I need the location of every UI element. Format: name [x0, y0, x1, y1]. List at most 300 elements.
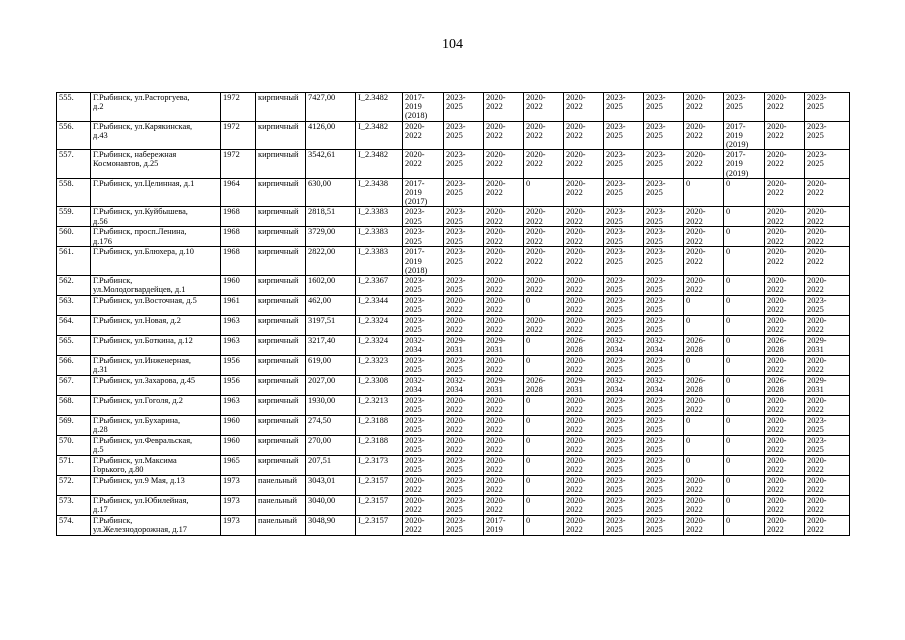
- period-cell-line: 2020-: [686, 476, 706, 486]
- period-cell-line: 2019: [405, 256, 422, 266]
- period-cell: [644, 276, 684, 296]
- period-cell-line: 2023-: [606, 227, 626, 237]
- period-cell: [805, 227, 850, 247]
- period-cell-line: 2022: [686, 525, 703, 535]
- period-cell-line: 2022: [807, 256, 824, 266]
- period-cell-line: 2020-: [767, 496, 787, 506]
- period-cell-line: 2026-: [686, 336, 706, 346]
- period-cell-line: 2023-: [807, 121, 827, 131]
- period-cell-line: 0: [726, 247, 731, 257]
- period-cell: [644, 296, 684, 316]
- address-line: Г.Рыбинск, ул.Захарова, д.45: [93, 376, 196, 386]
- period-cell: [444, 150, 484, 179]
- period-cell-line: 2020-: [767, 276, 787, 286]
- period-cell-line: 2020-: [566, 496, 586, 506]
- period-cell-line: 2022: [446, 325, 463, 335]
- address-line: Г.Рыбинск, ул.Блюхера, д.10: [93, 247, 194, 257]
- table-row: [57, 376, 850, 396]
- period-cell: [403, 356, 444, 376]
- period-cell: [644, 227, 684, 247]
- period-cell-line: 2022: [807, 485, 824, 495]
- period-cell: [644, 121, 684, 150]
- table-row: [57, 456, 850, 476]
- period-cell: [684, 436, 724, 456]
- period-cell: [684, 376, 724, 396]
- period-cell-line: (2018): [405, 111, 428, 121]
- wall-material: кирпичный: [256, 207, 306, 227]
- period-cell: [684, 416, 724, 436]
- period-cell-line: 2020-: [686, 276, 706, 286]
- period-cell: [805, 456, 850, 476]
- period-cell-line: 2022: [807, 365, 824, 375]
- period-cell-line: 2031: [807, 345, 824, 355]
- period-cell: [684, 276, 724, 296]
- build-year: 1964: [221, 178, 256, 207]
- period-cell: [484, 516, 524, 536]
- period-cell-line: 2020-: [686, 93, 706, 102]
- period-cell-line: 2017-: [405, 247, 425, 257]
- period-cell-line: 2032-: [606, 336, 626, 346]
- period-cell-line: 2023-: [606, 516, 626, 526]
- period-cell-line: 2020-: [486, 296, 506, 306]
- period-cell-line: 2022: [566, 216, 583, 226]
- period-cell: [403, 276, 444, 296]
- period-cell: [524, 247, 564, 276]
- period-cell: [403, 150, 444, 179]
- address-line: Г.Рыбинск, ул.Новая, д.2: [93, 316, 181, 326]
- period-cell-line: 2020-: [566, 93, 586, 102]
- build-year: 1968: [221, 227, 256, 247]
- period-cell: [765, 178, 805, 207]
- period-cell-line: 2022: [807, 405, 824, 415]
- address-line: Г.Рыбинск, ул.Бухарина,: [93, 416, 181, 426]
- code: I_2.3344: [356, 296, 403, 316]
- period-cell: [644, 336, 684, 356]
- period-cell-line: 2023-: [646, 247, 666, 257]
- period-cell: [444, 476, 484, 496]
- row-number: 569.: [57, 416, 91, 436]
- period-cell: [765, 150, 805, 179]
- period-cell: [604, 436, 644, 456]
- period-cell: [564, 356, 604, 376]
- period-cell-line: 2020-: [767, 436, 787, 446]
- build-year: 1968: [221, 207, 256, 227]
- address: [91, 416, 221, 436]
- period-cell: [765, 227, 805, 247]
- area: 1930,00: [306, 396, 356, 416]
- period-cell-line: 2025: [807, 305, 824, 315]
- period-cell-line: 2022: [486, 236, 503, 246]
- address-line: Г.Рыбинск, ул.Куйбышева,: [93, 207, 188, 217]
- period-cell-line: 2025: [606, 188, 623, 198]
- code: I_2.3173: [356, 456, 403, 476]
- build-year: 1968: [221, 247, 256, 276]
- period-cell-line: 2020-: [566, 207, 586, 217]
- period-cell-line: 2020-: [807, 276, 827, 286]
- period-cell-line: 0: [726, 376, 731, 386]
- period-cell-line: 0: [726, 178, 731, 188]
- period-cell: [524, 356, 564, 376]
- period-cell-line: 2022: [767, 285, 784, 295]
- period-cell-line: 2022: [566, 505, 583, 515]
- period-cell: [444, 376, 484, 396]
- period-cell-line: 2022: [566, 365, 583, 375]
- period-cell-line: 2028: [686, 345, 703, 355]
- area: 207,51: [306, 456, 356, 476]
- period-cell: [524, 396, 564, 416]
- period-cell-line: 2017-: [405, 93, 425, 102]
- period-cell-line: 2020-: [486, 316, 506, 326]
- period-cell-line: 2032-: [646, 376, 666, 386]
- code: I_2.3383: [356, 227, 403, 247]
- period-cell-line: 2023-: [405, 416, 425, 426]
- build-year: 1965: [221, 456, 256, 476]
- period-cell-line: 2022: [405, 505, 422, 515]
- build-year: 1963: [221, 316, 256, 336]
- table-row: [57, 436, 850, 456]
- period-cell-line: 2032-: [606, 376, 626, 386]
- period-cell-line: 2025: [606, 130, 623, 140]
- period-cell: [403, 247, 444, 276]
- period-cell-line: 2022: [486, 216, 503, 226]
- period-cell-line: 2020-: [807, 247, 827, 257]
- address-line: Горького, д.80: [93, 465, 144, 475]
- period-cell-line: 2020-: [446, 436, 466, 446]
- period-cell: [444, 316, 484, 336]
- period-cell-line: 2022: [807, 465, 824, 475]
- period-cell-line: 2020-: [767, 356, 787, 366]
- period-cell-line: 2026-: [767, 336, 787, 346]
- period-cell-line: 2022: [767, 465, 784, 475]
- wall-material: кирпичный: [256, 121, 306, 150]
- period-cell-line: 2023-: [606, 150, 626, 160]
- period-cell-line: 0: [686, 178, 691, 188]
- period-cell-line: 2020-: [486, 121, 506, 131]
- period-cell-line: 2025: [446, 188, 463, 198]
- period-cell-line: 2023-: [446, 516, 466, 526]
- wall-material: кирпичный: [256, 296, 306, 316]
- period-cell-line: 2020-: [807, 356, 827, 366]
- period-cell-line: 0: [526, 436, 531, 446]
- area: 3217,40: [306, 336, 356, 356]
- period-cell: [644, 93, 684, 122]
- period-cell: [805, 121, 850, 150]
- period-cell-line: 2020-: [486, 496, 506, 506]
- period-cell-line: 2025: [405, 465, 422, 475]
- period-cell-line: 2020-: [566, 150, 586, 160]
- period-cell-line: 2022: [566, 325, 583, 335]
- period-cell: [684, 396, 724, 416]
- period-cell: [403, 376, 444, 396]
- period-cell: [564, 227, 604, 247]
- period-cell: [724, 121, 765, 150]
- period-cell: [805, 207, 850, 227]
- period-cell: [684, 476, 724, 496]
- period-cell: [564, 416, 604, 436]
- period-cell-line: 2020-: [486, 276, 506, 286]
- period-cell: [444, 296, 484, 316]
- period-cell-line: 2022: [566, 285, 583, 295]
- period-cell-line: 2023-: [646, 496, 666, 506]
- period-cell-line: 2025: [606, 365, 623, 375]
- period-cell: [805, 296, 850, 316]
- area: 274,50: [306, 416, 356, 436]
- wall-material: кирпичный: [256, 227, 306, 247]
- period-cell-line: 2022: [767, 216, 784, 226]
- period-cell-line: 0: [686, 416, 691, 426]
- period-cell-line: 2022: [526, 325, 543, 335]
- period-cell: [484, 207, 524, 227]
- period-cell: [724, 476, 765, 496]
- period-cell-line: 2034: [446, 385, 463, 395]
- period-cell: [403, 178, 444, 207]
- table-row: [57, 356, 850, 376]
- period-cell: [444, 516, 484, 536]
- period-cell-line: 2034: [646, 385, 663, 395]
- period-cell: [724, 396, 765, 416]
- period-cell-line: 2022: [686, 485, 703, 495]
- row-number: 559.: [57, 207, 91, 227]
- period-cell-line: 2020-: [405, 121, 425, 131]
- period-cell: [444, 336, 484, 356]
- table-row: [57, 178, 850, 207]
- period-cell-line: 2022: [486, 485, 503, 495]
- code: I_2.3324: [356, 316, 403, 336]
- row-number: 557.: [57, 150, 91, 179]
- period-cell-line: 2022: [446, 405, 463, 415]
- period-cell-line: 2020-: [566, 356, 586, 366]
- build-year: 1972: [221, 121, 256, 150]
- period-cell: [524, 150, 564, 179]
- address-line: Г.Рыбинск, ул.Февральская,: [93, 436, 193, 446]
- period-cell-line: 2023-: [646, 416, 666, 426]
- period-cell-line: 2032-: [646, 336, 666, 346]
- period-cell-line: 2025: [405, 285, 422, 295]
- period-cell: [604, 336, 644, 356]
- address: [91, 516, 221, 536]
- period-cell: [403, 93, 444, 122]
- period-cell-line: 2029-: [807, 336, 827, 346]
- period-cell-line: 2020-: [486, 456, 506, 466]
- period-cell: [765, 376, 805, 396]
- period-cell: [444, 396, 484, 416]
- period-cell: [604, 93, 644, 122]
- period-cell-line: 2025: [606, 256, 623, 266]
- period-cell-line: 2020-: [486, 436, 506, 446]
- period-cell: [644, 356, 684, 376]
- period-cell-line: 2022: [526, 285, 543, 295]
- period-cell-line: 2020-: [807, 476, 827, 486]
- address-line: Г.Рыбинск,: [93, 276, 133, 286]
- period-cell: [564, 436, 604, 456]
- period-cell: [724, 376, 765, 396]
- period-cell-line: 2023-: [606, 121, 626, 131]
- period-cell-line: 2022: [486, 325, 503, 335]
- period-cell: [765, 276, 805, 296]
- period-cell-line: 2025: [646, 130, 663, 140]
- table-row: [57, 276, 850, 296]
- area: 619,00: [306, 356, 356, 376]
- period-cell-line: 2020-: [807, 456, 827, 466]
- period-cell: [484, 296, 524, 316]
- period-cell-line: 2022: [686, 505, 703, 515]
- area: 3542,61: [306, 150, 356, 179]
- code: I_2.3383: [356, 207, 403, 227]
- period-cell-line: 2025: [446, 285, 463, 295]
- area: 3048,90: [306, 516, 356, 536]
- period-cell-line: 2023-: [646, 178, 666, 188]
- period-cell: [684, 496, 724, 516]
- address: [91, 436, 221, 456]
- period-cell: [564, 276, 604, 296]
- period-cell-line: 0: [526, 516, 531, 526]
- period-cell: [564, 247, 604, 276]
- period-cell: [564, 376, 604, 396]
- period-cell-line: 2022: [486, 425, 503, 435]
- wall-material: кирпичный: [256, 456, 306, 476]
- period-cell-line: 2020-: [486, 178, 506, 188]
- period-cell-line: 2023-: [646, 356, 666, 366]
- period-cell-line: 2025: [405, 445, 422, 455]
- period-cell: [564, 476, 604, 496]
- address: [91, 316, 221, 336]
- period-cell: [604, 456, 644, 476]
- period-cell: [403, 456, 444, 476]
- period-cell: [484, 178, 524, 207]
- address-line: Г.Рыбинск, ул.Юбилейная,: [93, 496, 189, 506]
- row-number: 560.: [57, 227, 91, 247]
- period-cell-line: 0: [526, 496, 531, 506]
- period-cell: [564, 121, 604, 150]
- period-cell: [524, 336, 564, 356]
- period-cell: [644, 178, 684, 207]
- period-cell: [484, 416, 524, 436]
- period-cell: [564, 207, 604, 227]
- period-cell-line: 2020-: [767, 416, 787, 426]
- period-cell: [805, 93, 850, 122]
- period-cell-line: (2017): [405, 197, 428, 207]
- period-cell-line: 2022: [405, 159, 422, 169]
- period-cell-line: 2023-: [606, 178, 626, 188]
- period-cell-line: 2022: [486, 505, 503, 515]
- period-cell-line: 2028: [526, 385, 543, 395]
- address-line: Г.Рыбинск, ул.Целинная, д.1: [93, 178, 195, 188]
- period-cell-line: 2020-: [767, 227, 787, 237]
- period-cell-line: 2020-: [526, 227, 546, 237]
- period-cell-line: 0: [526, 456, 531, 466]
- period-cell: [805, 276, 850, 296]
- wall-material: панельный: [256, 516, 306, 536]
- row-number: 558.: [57, 178, 91, 207]
- period-cell: [484, 396, 524, 416]
- period-cell-line: 2022: [566, 465, 583, 475]
- period-cell: [644, 396, 684, 416]
- period-cell-line: 2025: [807, 445, 824, 455]
- period-cell-line: 2022: [566, 256, 583, 266]
- period-cell-line: 2023-: [446, 476, 466, 486]
- row-number: 572.: [57, 476, 91, 496]
- period-cell-line: 2023-: [606, 296, 626, 306]
- period-cell: [644, 376, 684, 396]
- period-cell: [765, 93, 805, 122]
- period-cell-line: 2022: [486, 159, 503, 169]
- address: [91, 456, 221, 476]
- area: 2027,00: [306, 376, 356, 396]
- period-cell-line: 2023-: [646, 121, 666, 131]
- period-cell-line: 2025: [646, 256, 663, 266]
- address-line: д.176: [93, 236, 112, 246]
- period-cell-line: 2023-: [646, 227, 666, 237]
- period-cell-line: 2020-: [767, 93, 787, 102]
- table-row: [57, 416, 850, 436]
- table-row: [57, 227, 850, 247]
- address-line: ул.Молодогвардейцев, д.1: [93, 285, 186, 295]
- period-cell-line: 2025: [646, 188, 663, 198]
- period-cell-line: 2020-: [767, 296, 787, 306]
- period-cell: [604, 247, 644, 276]
- period-cell-line: 2020-: [566, 436, 586, 446]
- period-cell: [604, 416, 644, 436]
- code: I_2.3482: [356, 93, 403, 122]
- period-cell-line: 2025: [405, 365, 422, 375]
- period-cell-line: 2023-: [606, 396, 626, 406]
- period-cell: [724, 356, 765, 376]
- period-cell-line: 2020-: [767, 396, 787, 406]
- address-line: д.2: [93, 102, 104, 112]
- period-cell: [484, 376, 524, 396]
- period-cell: [444, 356, 484, 376]
- period-cell: [484, 247, 524, 276]
- period-cell-line: 2034: [405, 385, 422, 395]
- period-cell-line: 2025: [606, 285, 623, 295]
- period-cell: [604, 516, 644, 536]
- period-cell-line: 2020-: [767, 150, 787, 160]
- period-cell: [684, 336, 724, 356]
- period-cell: [524, 227, 564, 247]
- period-cell-line: 2025: [606, 505, 623, 515]
- period-cell-line: 0: [526, 356, 531, 366]
- period-cell-line: 2023-: [446, 276, 466, 286]
- period-cell-line: 0: [726, 356, 731, 366]
- period-cell-line: 0: [726, 227, 731, 237]
- period-cell: [484, 436, 524, 456]
- area: 1602,00: [306, 276, 356, 296]
- period-cell-line: 2025: [807, 130, 824, 140]
- table-row: [57, 476, 850, 496]
- address: [91, 121, 221, 150]
- period-cell-line: 0: [726, 476, 731, 486]
- page-number: 104: [442, 37, 463, 52]
- period-cell-line: 2025: [606, 445, 623, 455]
- period-cell: [403, 496, 444, 516]
- period-cell-line: 2025: [646, 236, 663, 246]
- period-cell: [684, 316, 724, 336]
- period-cell-line: 2020-: [767, 476, 787, 486]
- area: 2818,51: [306, 207, 356, 227]
- row-number: 564.: [57, 316, 91, 336]
- period-cell-line: 2022: [767, 365, 784, 375]
- period-cell: [524, 456, 564, 476]
- period-cell-line: 2022: [767, 485, 784, 495]
- period-cell: [765, 476, 805, 496]
- area: 3043,01: [306, 476, 356, 496]
- period-cell: [403, 296, 444, 316]
- period-cell-line: 2020-: [686, 496, 706, 506]
- period-cell: [403, 436, 444, 456]
- period-cell-line: 2025: [606, 236, 623, 246]
- period-cell-line: 2022: [566, 130, 583, 140]
- period-cell-line: 2020-: [526, 121, 546, 131]
